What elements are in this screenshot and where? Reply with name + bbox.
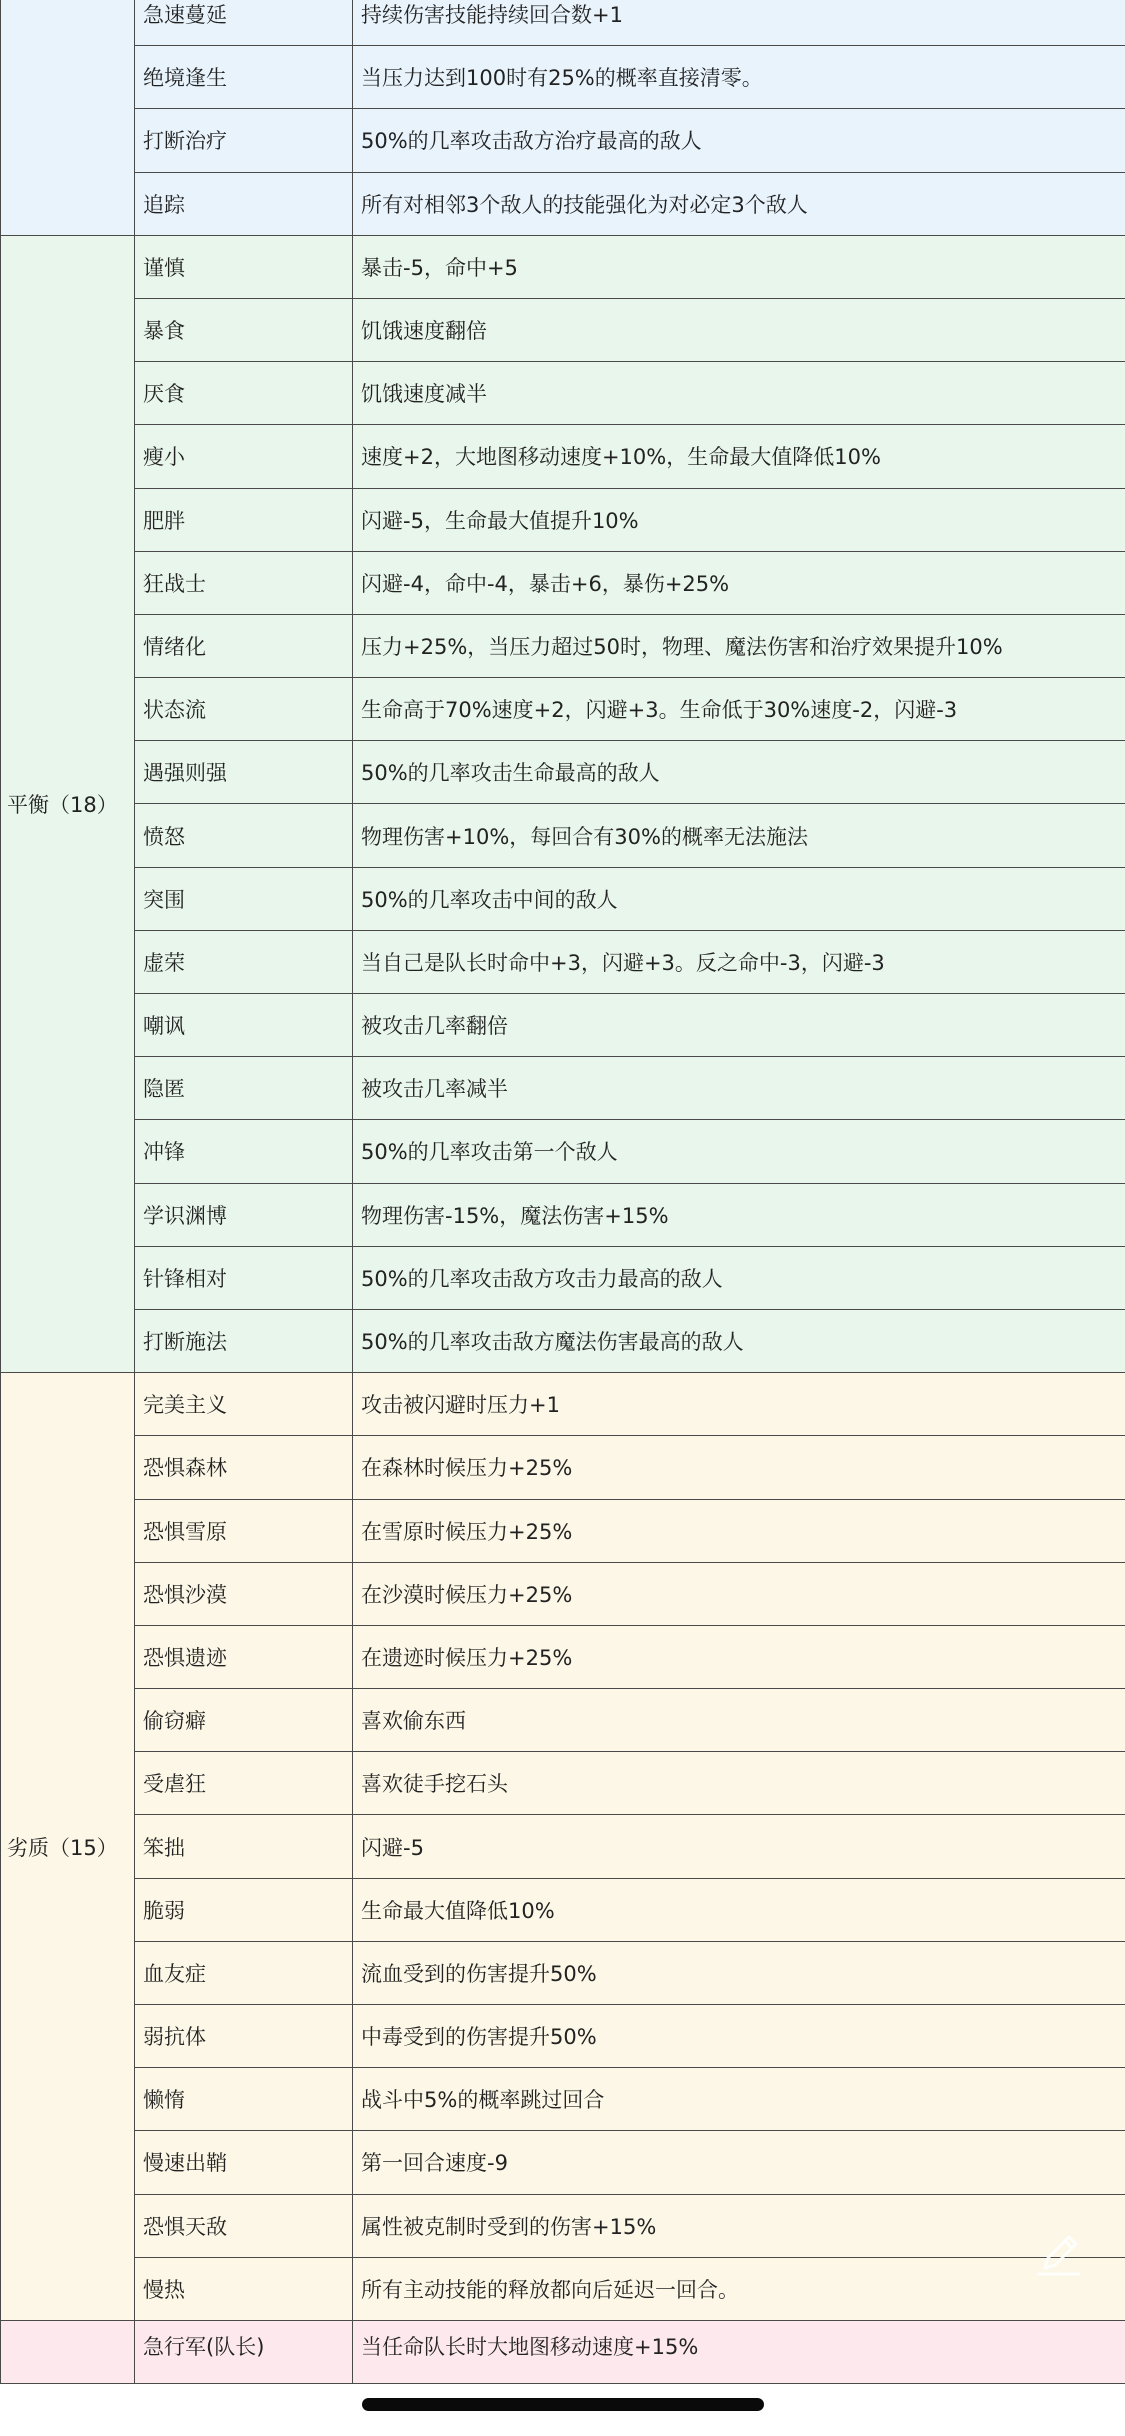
home-indicator[interactable] (362, 2398, 764, 2411)
trait-name-cell: 慢速出鞘 (135, 2131, 353, 2194)
trait-name-cell: 偷窃癖 (135, 1689, 353, 1752)
trait-effect-cell: 流血受到的伤害提升50% (353, 1941, 1125, 2004)
trait-name-cell: 肥胖 (135, 488, 353, 551)
table-row (1, 1625, 1125, 1688)
table-row (1, 1246, 1125, 1309)
trait-name-cell: 绝境逢生 (135, 46, 353, 109)
table-row (1, 614, 1125, 677)
trait-effect-cell: 所有主动技能的释放都向后延迟一回合。 (353, 2257, 1125, 2320)
table-row (1, 1815, 1125, 1878)
trait-name-cell: 遇强则强 (135, 741, 353, 804)
trait-effect-cell: 50%的几率攻击敌方攻击力最高的敌人 (353, 1246, 1125, 1309)
trait-name-cell: 恐惧沙漠 (135, 1562, 353, 1625)
table-row (1, 1689, 1125, 1752)
table-row (1, 1183, 1125, 1246)
category-cell: 平衡（18） (1, 235, 135, 1372)
trait-effect-cell: 物理伤害+10%，每回合有30%的概率无法施法 (353, 804, 1125, 867)
table-row (1, 1878, 1125, 1941)
table-row (1, 678, 1125, 741)
trait-effect-cell: 攻击被闪避时压力+1 (353, 1373, 1125, 1436)
table-row (1, 1752, 1125, 1815)
table-row (1, 425, 1125, 488)
trait-effect-cell: 中毒受到的伤害提升50% (353, 2005, 1125, 2068)
trait-effect-cell: 50%的几率攻击第一个敌人 (353, 1120, 1125, 1183)
trait-name-cell: 打断施法 (135, 1309, 353, 1372)
trait-name-cell: 追踪 (135, 172, 353, 235)
table-row (1, 1057, 1125, 1120)
table-row (1, 741, 1125, 804)
trait-effect-cell: 压力+25%，当压力超过50时，物理、魔法伤害和治疗效果提升10% (353, 614, 1125, 677)
trait-name-cell: 暴食 (135, 298, 353, 361)
trait-effect-cell: 物理伤害-15%，魔法伤害+15% (353, 1183, 1125, 1246)
trait-name-cell: 谨慎 (135, 235, 353, 298)
trait-name-cell: 嘲讽 (135, 994, 353, 1057)
table-row (1, 1120, 1125, 1183)
trait-name-cell: 隐匿 (135, 1057, 353, 1120)
table-row (1, 804, 1125, 867)
trait-name-cell: 受虐狂 (135, 1752, 353, 1815)
pencil-icon[interactable] (1031, 2226, 1087, 2282)
table-row (1, 46, 1125, 109)
trait-name-cell: 虚荣 (135, 930, 353, 993)
trait-effect-cell: 属性被克制时受到的伤害+15% (353, 2194, 1125, 2257)
trait-name-cell: 愤怒 (135, 804, 353, 867)
table-row (1, 488, 1125, 551)
category-cell (1, 0, 135, 235)
trait-name-cell: 笨拙 (135, 1815, 353, 1878)
table-row (1, 109, 1125, 172)
traits-table-body (1, 0, 1125, 2384)
category-cell (1, 2320, 135, 2383)
trait-name-cell: 弱抗体 (135, 2005, 353, 2068)
trait-effect-cell: 速度+2，大地图移动速度+10%，生命最大值降低10% (353, 425, 1125, 488)
trait-name-cell: 脆弱 (135, 1878, 353, 1941)
table-row (1, 2068, 1125, 2131)
trait-name-cell: 急速蔓延 (135, 0, 353, 46)
table-row (1, 2005, 1125, 2068)
trait-name-cell: 慢热 (135, 2257, 353, 2320)
trait-name-cell: 懒惰 (135, 2068, 353, 2131)
table-row (1, 2257, 1125, 2320)
trait-name-cell: 学识渊博 (135, 1183, 353, 1246)
trait-effect-cell: 闪避-4，命中-4，暴击+6，暴伤+25% (353, 551, 1125, 614)
trait-effect-cell: 喜欢徒手挖石头 (353, 1752, 1125, 1815)
trait-effect-cell: 被攻击几率翻倍 (353, 994, 1125, 1057)
trait-name-cell: 打断治疗 (135, 109, 353, 172)
trait-effect-cell: 暴击-5，命中+5 (353, 235, 1125, 298)
trait-effect-cell: 饥饿速度翻倍 (353, 298, 1125, 361)
trait-name-cell: 完美主义 (135, 1373, 353, 1436)
trait-effect-cell: 生命高于70%速度+2，闪避+3。生命低于30%速度-2，闪避-3 (353, 678, 1125, 741)
trait-effect-cell: 50%的几率攻击敌方治疗最高的敌人 (353, 109, 1125, 172)
trait-effect-cell: 50%的几率攻击中间的敌人 (353, 867, 1125, 930)
trait-name-cell: 恐惧天敌 (135, 2194, 353, 2257)
table-row (1, 994, 1125, 1057)
trait-effect-cell: 50%的几率攻击敌方魔法伤害最高的敌人 (353, 1309, 1125, 1372)
table-row (1, 2194, 1125, 2257)
trait-effect-cell: 在雪原时候压力+25% (353, 1499, 1125, 1562)
table-row (1, 362, 1125, 425)
trait-effect-cell: 持续伤害技能持续回合数+1 (353, 0, 1125, 46)
table-row (1, 1373, 1125, 1436)
trait-effect-cell: 被攻击几率减半 (353, 1057, 1125, 1120)
trait-name-cell: 瘦小 (135, 425, 353, 488)
trait-effect-cell: 生命最大值降低10% (353, 1878, 1125, 1941)
table-row (1, 1499, 1125, 1562)
trait-effect-cell: 当压力达到100时有25%的概率直接清零。 (353, 46, 1125, 109)
table-row (1, 1941, 1125, 2004)
table-row (1, 551, 1125, 614)
table-row (1, 172, 1125, 235)
table-row (1, 1562, 1125, 1625)
trait-effect-cell: 在遗迹时候压力+25% (353, 1625, 1125, 1688)
category-cell: 劣质（15） (1, 1373, 135, 2321)
trait-effect-cell: 当自己是队长时命中+3，闪避+3。反之命中-3，闪避-3 (353, 930, 1125, 993)
table-row (1, 930, 1125, 993)
trait-name-cell: 针锋相对 (135, 1246, 353, 1309)
trait-name-cell: 冲锋 (135, 1120, 353, 1183)
trait-name-cell: 厌食 (135, 362, 353, 425)
trait-name-cell: 狂战士 (135, 551, 353, 614)
table-row (1, 867, 1125, 930)
table-row (1, 1309, 1125, 1372)
trait-name-cell: 急行军(队长) (135, 2320, 353, 2383)
trait-effect-cell: 当任命队长时大地图移动速度+15% (353, 2320, 1125, 2383)
trait-effect-cell: 饥饿速度减半 (353, 362, 1125, 425)
trait-effect-cell: 所有对相邻3个敌人的技能强化为对必定3个敌人 (353, 172, 1125, 235)
trait-name-cell: 状态流 (135, 678, 353, 741)
trait-effect-cell: 战斗中5%的概率跳过回合 (353, 2068, 1125, 2131)
trait-name-cell: 突围 (135, 867, 353, 930)
trait-effect-cell: 闪避-5，生命最大值提升10% (353, 488, 1125, 551)
trait-name-cell: 血友症 (135, 1941, 353, 2004)
trait-effect-cell: 第一回合速度-9 (353, 2131, 1125, 2194)
table-row (1, 2131, 1125, 2194)
trait-effect-cell: 在沙漠时候压力+25% (353, 1562, 1125, 1625)
trait-effect-cell: 喜欢偷东西 (353, 1689, 1125, 1752)
trait-name-cell: 情绪化 (135, 614, 353, 677)
table-row (1, 0, 1125, 46)
table-row (1, 235, 1125, 298)
trait-effect-cell: 50%的几率攻击生命最高的敌人 (353, 741, 1125, 804)
table-row (1, 2320, 1125, 2383)
trait-name-cell: 恐惧森林 (135, 1436, 353, 1499)
table-row (1, 1436, 1125, 1499)
trait-effect-cell: 在森林时候压力+25% (353, 1436, 1125, 1499)
trait-name-cell: 恐惧遗迹 (135, 1625, 353, 1688)
trait-name-cell: 恐惧雪原 (135, 1499, 353, 1562)
table-row (1, 298, 1125, 361)
trait-effect-cell: 闪避-5 (353, 1815, 1125, 1878)
